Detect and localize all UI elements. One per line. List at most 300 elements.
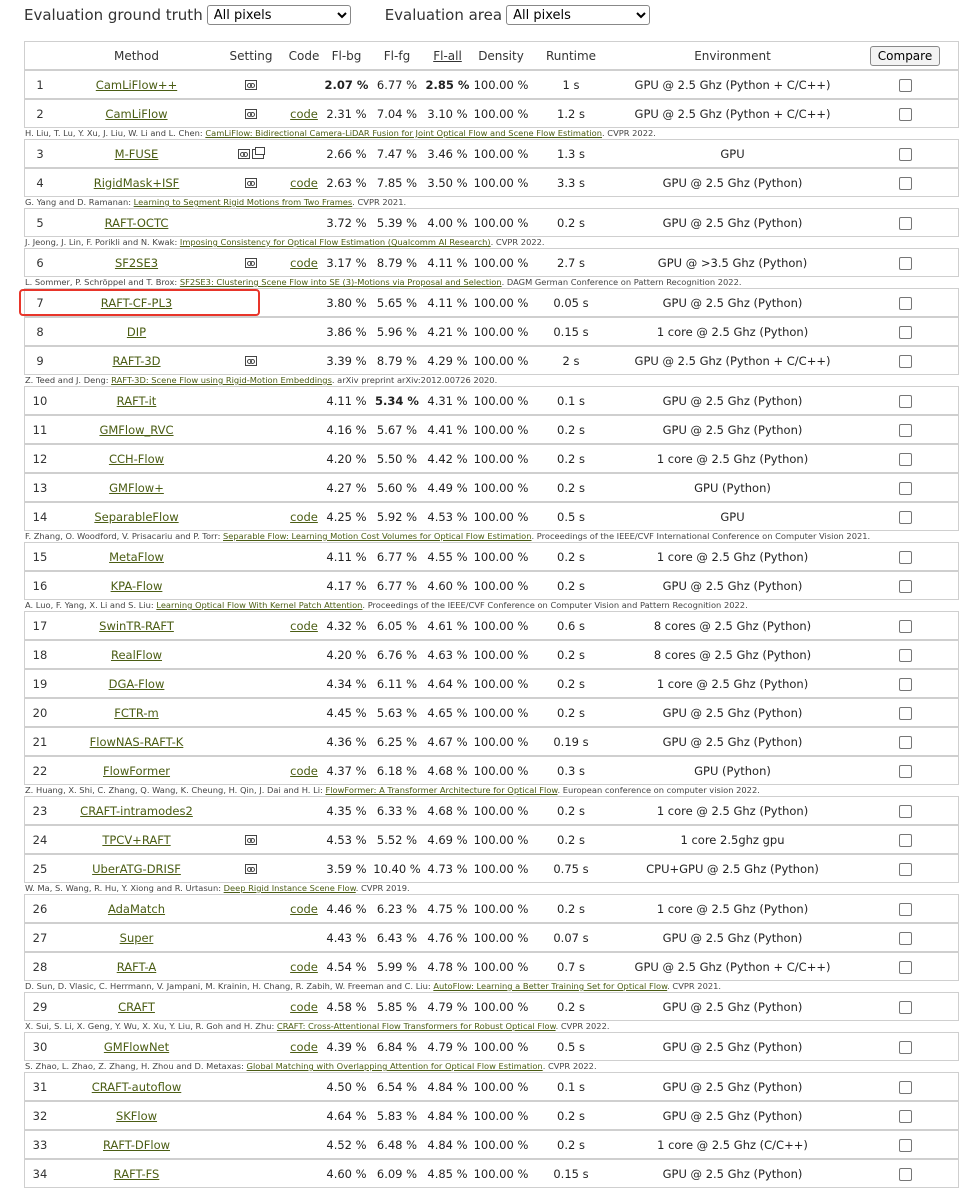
environment-cell: GPU @ 2.5 Ghz (Python) (662, 734, 803, 749)
code-cell (284, 1000, 324, 1014)
compare-checkbox[interactable] (899, 1168, 912, 1181)
header-method: Method (113, 48, 159, 63)
reference-title-link[interactable]: CRAFT: Cross-Attentional Flow Transformers for Robust Optical Flow (276, 1021, 556, 1031)
method-cell (55, 216, 218, 230)
table-row (24, 1101, 959, 1130)
runtime-cell: 0.5 s (557, 1039, 585, 1054)
method-link[interactable]: RAFT-A (116, 959, 157, 974)
stereo-setting-icon (245, 178, 257, 188)
compare-cell (855, 216, 955, 230)
fl-fg-cell: 6.23 % (376, 901, 418, 916)
runtime-cell: 0.2 s (557, 999, 585, 1014)
code-link[interactable]: code (290, 959, 318, 974)
table-row (24, 669, 959, 698)
rank-cell: 3 (36, 146, 44, 161)
compare-checkbox[interactable] (899, 297, 912, 310)
code-link[interactable]: code (290, 509, 318, 524)
fl-fg-cell: 6.54 % (376, 1079, 418, 1094)
reference-title-link[interactable]: Learning to Segment Rigid Motions from Two Frames (133, 197, 353, 207)
environment-cell: GPU @ 2.5 Ghz (Python) (662, 999, 803, 1014)
method-link[interactable]: AdaMatch (107, 901, 166, 916)
reference-venue: . arXiv preprint arXiv:2012.00726 2020. (331, 375, 498, 385)
compare-checkbox[interactable] (899, 834, 912, 847)
fl-bg-cell: 4.37 % (326, 763, 367, 778)
fl-all-cell: 4.67 % (427, 734, 468, 749)
code-link[interactable]: code (290, 106, 318, 121)
reference-line (24, 237, 959, 248)
method-link[interactable]: DIP (126, 324, 147, 339)
runtime-cell: 0.2 s (557, 705, 585, 720)
density-cell: 100.00 % (473, 422, 529, 437)
environment-cell: GPU @ 2.5 Ghz (Python) (662, 215, 803, 230)
environment-cell: GPU @ 2.5 Ghz (Python + C/C++) (634, 106, 831, 121)
method-cell (55, 1138, 218, 1152)
method-link[interactable]: SKFlow (115, 1108, 158, 1123)
fl-bg-cell: 4.35 % (326, 803, 367, 818)
compare-cell (855, 481, 955, 495)
runtime-cell: 0.2 s (557, 578, 585, 593)
reference-authors: Z. Teed and J. Deng: (25, 375, 112, 385)
rank-cell: 22 (32, 763, 48, 778)
method-cell (55, 764, 218, 778)
runtime-cell: 0.2 s (557, 803, 585, 818)
compare-checkbox[interactable] (899, 736, 912, 749)
compare-checkbox[interactable] (899, 511, 912, 524)
code-link[interactable]: code (290, 999, 318, 1014)
reference-authors: L. Sommer, P. Schröppel and T. Brox: (25, 277, 180, 287)
fl-all-cell: 4.75 % (427, 901, 468, 916)
environment-cell: 1 core @ 2.5 Ghz (Python) (656, 451, 809, 466)
header-compare (855, 46, 955, 66)
compare-checkbox[interactable] (899, 1139, 912, 1152)
reference-venue: . CVPR 2022. (490, 237, 545, 247)
fl-bg-cell: 2.63 % (326, 175, 367, 190)
table-row (24, 698, 959, 727)
fl-fg-cell: 5.60 % (376, 480, 418, 495)
table-row (24, 1159, 959, 1188)
fl-bg-cell: 3.59 % (326, 861, 367, 876)
rank-cell: 23 (32, 803, 48, 818)
reference-authors: J. Jeong, J. Lin, F. Porikli and N. Kwak: (25, 237, 180, 247)
fl-all-cell: 4.65 % (427, 705, 468, 720)
method-link[interactable]: GMFlow+ (109, 480, 164, 495)
code-link[interactable]: code (290, 255, 318, 270)
compare-checkbox[interactable] (899, 805, 912, 818)
stereo-setting-icon (245, 80, 257, 90)
method-link[interactable]: SwinTR-RAFT (99, 618, 174, 633)
fl-all-cell: 2.85 % (425, 77, 470, 92)
compare-checkbox[interactable] (899, 765, 912, 778)
method-link[interactable]: RAFT-CF-PL3 (100, 295, 173, 310)
method-link[interactable]: KPA-Flow (110, 578, 163, 593)
fl-all-cell: 4.11 % (427, 295, 468, 310)
rank-cell: 32 (32, 1108, 48, 1123)
compare-checkbox[interactable] (899, 707, 912, 720)
compare-checkbox[interactable] (899, 1041, 912, 1054)
fl-fg-cell: 5.67 % (376, 422, 418, 437)
method-link[interactable]: UberATG-DRISF (92, 861, 181, 876)
fl-bg-cell: 4.11 % (326, 393, 367, 408)
density-cell: 100.00 % (473, 295, 529, 310)
fl-bg-cell: 4.25 % (326, 509, 367, 524)
compare-cell (855, 423, 955, 437)
fl-bg-cell: 4.34 % (326, 676, 367, 691)
header-fl-all[interactable]: Fl-all (433, 48, 462, 63)
reference-authors: H. Liu, T. Lu, Y. Xu, J. Liu, W. Li and L. Chen: (25, 128, 206, 138)
table-row (24, 854, 959, 883)
table-row (24, 952, 959, 981)
environment-cell: 1 core @ 2.5 Ghz (C/C++) (657, 1137, 808, 1152)
environment-cell: GPU @ 2.5 Ghz (Python) (662, 705, 803, 720)
reference-venue: . CVPR 2022. (555, 1021, 610, 1031)
setting-cell (218, 354, 284, 368)
density-cell: 100.00 % (473, 1108, 529, 1123)
reference-authors: S. Zhao, L. Zhao, Z. Zhang, H. Zhou and D. Metaxas: (25, 1061, 247, 1071)
reference-line (24, 600, 959, 611)
method-cell (55, 78, 218, 92)
fl-fg-cell: 7.85 % (376, 175, 418, 190)
method-cell (55, 325, 218, 339)
reference-authors: X. Sui, S. Li, X. Geng, Y. Wu, X. Xu, Y. Liu, R. Goh and H. Zhu: (25, 1021, 277, 1031)
compare-checkbox[interactable] (899, 863, 912, 876)
method-link[interactable]: SF2SE3 (114, 255, 159, 270)
reference-title-link[interactable]: Separable Flow: Learning Motion Cost Volumes for Optical Flow Estimation (223, 531, 532, 541)
ground-truth-select[interactable] (207, 5, 351, 25)
density-cell: 100.00 % (473, 705, 529, 720)
header-fl-bg[interactable]: Fl-bg (331, 48, 362, 63)
compare-checkbox[interactable] (899, 1110, 912, 1123)
density-cell: 100.00 % (473, 106, 529, 121)
fl-bg-cell: 4.39 % (326, 1039, 367, 1054)
rank-cell: 8 (36, 324, 44, 339)
table-row (24, 168, 959, 197)
code-link[interactable]: code (290, 901, 318, 916)
code-cell (284, 619, 324, 633)
method-link[interactable]: SeparableFlow (94, 509, 179, 524)
runtime-cell: 0.2 s (557, 215, 585, 230)
compare-checkbox[interactable] (899, 1001, 912, 1014)
fl-all-cell: 4.55 % (427, 549, 468, 564)
fl-fg-cell: 10.40 % (373, 861, 421, 876)
compare-cell (855, 1109, 955, 1123)
compare-checkbox[interactable] (899, 355, 912, 368)
rank-cell: 9 (36, 353, 44, 368)
environment-cell: GPU (720, 509, 745, 524)
density-cell: 100.00 % (473, 734, 529, 749)
fl-bg-cell: 2.07 % (324, 77, 369, 92)
rank-cell: 33 (32, 1137, 48, 1152)
compare-checkbox[interactable] (899, 580, 912, 593)
fl-bg-cell: 4.36 % (326, 734, 367, 749)
method-link[interactable]: CamLiFlow++ (95, 77, 178, 92)
code-link[interactable]: code (290, 1039, 318, 1054)
table-row (24, 415, 959, 444)
compare-cell (855, 394, 955, 408)
table-row (24, 923, 959, 952)
compare-checkbox[interactable] (899, 257, 912, 270)
results-table (24, 41, 959, 1188)
setting-cell (218, 107, 284, 121)
environment-cell: GPU @ 2.5 Ghz (Python) (662, 422, 803, 437)
reference-title-link[interactable]: CamLiFlow: Bidirectional Camera-LiDAR Fusion for Joint Optical Flow and Scene Flow Estimation (205, 128, 602, 138)
reference-authors: D. Sun, D. Vlasic, C. Herrmann, V. Jampani, M. Krainin, H. Chang, R. Zabih, W. Freeman and C. Liu: (25, 981, 434, 991)
fl-all-cell: 4.41 % (427, 422, 468, 437)
evaluation-area-select[interactable] (506, 5, 650, 25)
method-link[interactable]: GMFlowNet (103, 1039, 170, 1054)
method-link[interactable]: Super (119, 930, 154, 945)
compare-checkbox[interactable] (899, 1081, 912, 1094)
code-cell (284, 764, 324, 778)
rank-cell: 27 (32, 930, 48, 945)
table-row (24, 1072, 959, 1101)
compare-checkbox[interactable] (899, 177, 912, 190)
fl-bg-cell: 2.31 % (326, 106, 367, 121)
compare-cell (855, 256, 955, 270)
compare-checkbox[interactable] (899, 620, 912, 633)
compare-cell (855, 1000, 955, 1014)
table-header-row (24, 41, 959, 70)
header-fl-fg[interactable]: Fl-fg (383, 48, 411, 63)
rank-cell: 25 (32, 861, 48, 876)
method-link[interactable]: TPCV+RAFT (102, 832, 171, 847)
runtime-cell: 0.2 s (557, 480, 585, 495)
fl-bg-cell: 4.60 % (326, 1166, 367, 1181)
compare-checkbox[interactable] (899, 961, 912, 974)
compare-checkbox[interactable] (899, 482, 912, 495)
rank-cell: 15 (32, 549, 48, 564)
reference-line (24, 128, 959, 139)
table-row (24, 825, 959, 854)
runtime-cell: 0.2 s (557, 676, 585, 691)
fl-all-cell: 4.11 % (427, 255, 468, 270)
table-body (24, 70, 959, 1188)
fl-all-cell: 4.00 % (427, 215, 468, 230)
rank-cell: 24 (32, 832, 48, 847)
compare-checkbox[interactable] (899, 108, 912, 121)
fl-bg-cell: 4.53 % (326, 832, 367, 847)
reference-line (24, 277, 959, 288)
fl-bg-cell: 4.54 % (326, 959, 367, 974)
setting-cell (218, 176, 284, 190)
method-link[interactable]: RAFT-OCTC (104, 215, 169, 230)
method-link[interactable]: RAFT-it (116, 393, 157, 408)
fl-fg-cell: 5.99 % (376, 959, 418, 974)
fl-all-cell: 4.68 % (427, 803, 468, 818)
environment-cell: 1 core @ 2.5 Ghz (Python) (656, 324, 809, 339)
method-link[interactable]: CamLiFlow (105, 106, 168, 121)
method-cell (55, 804, 218, 818)
method-cell (55, 706, 218, 720)
compare-cell (855, 452, 955, 466)
method-cell (55, 862, 218, 876)
reference-title-link[interactable]: SF2SE3: Clustering Scene Flow into SE (3)-Motions via Proposal and Selection (179, 277, 502, 287)
density-cell: 100.00 % (473, 618, 529, 633)
fl-all-cell: 4.49 % (427, 480, 468, 495)
compare-cell (855, 1138, 955, 1152)
runtime-cell: 0.15 s (553, 324, 589, 339)
method-link[interactable]: RealFlow (110, 647, 163, 662)
compare-cell (855, 804, 955, 818)
rank-cell: 21 (32, 734, 48, 749)
density-cell: 100.00 % (473, 353, 529, 368)
method-link[interactable]: DGA-Flow (108, 676, 165, 691)
fl-bg-cell: 4.32 % (326, 618, 367, 633)
code-cell (284, 902, 324, 916)
environment-cell: GPU @ 2.5 Ghz (Python) (662, 578, 803, 593)
environment-cell: GPU @ 2.5 Ghz (Python) (662, 295, 803, 310)
fl-all-cell: 4.84 % (427, 1137, 468, 1152)
method-cell (55, 550, 218, 564)
fl-bg-cell: 4.52 % (326, 1137, 367, 1152)
header-environment: Environment (694, 48, 771, 63)
rank-cell: 6 (36, 255, 44, 270)
method-cell (55, 902, 218, 916)
fl-all-cell: 4.63 % (427, 647, 468, 662)
fl-all-cell: 4.31 % (427, 393, 468, 408)
density-cell: 100.00 % (473, 999, 529, 1014)
stereo-setting-icon (245, 258, 257, 268)
compare-checkbox[interactable] (899, 903, 912, 916)
method-cell (55, 677, 218, 691)
environment-cell: 1 core @ 2.5 Ghz (Python) (656, 803, 809, 818)
environment-cell: GPU @ >3.5 Ghz (Python) (657, 255, 808, 270)
fl-all-cell: 4.68 % (427, 763, 468, 778)
fl-fg-cell: 5.34 % (375, 393, 419, 408)
fl-fg-cell: 5.65 % (376, 295, 418, 310)
fl-bg-cell: 3.17 % (326, 255, 367, 270)
environment-cell: GPU @ 2.5 Ghz (Python + C/C++) (634, 77, 831, 92)
method-link[interactable]: CRAFT-autoflow (91, 1079, 182, 1094)
reference-title-link[interactable]: Deep Rigid Instance Scene Flow (223, 883, 356, 893)
table-row (24, 640, 959, 669)
fl-fg-cell: 7.47 % (376, 146, 418, 161)
table-row (24, 756, 959, 785)
method-link[interactable]: RAFT-FS (113, 1166, 160, 1181)
fl-fg-cell: 6.76 % (376, 647, 418, 662)
compare-checkbox[interactable] (899, 649, 912, 662)
table-row (24, 1032, 959, 1061)
environment-cell: GPU @ 2.5 Ghz (Python) (662, 930, 803, 945)
table-row (24, 386, 959, 415)
compare-checkbox[interactable] (899, 326, 912, 339)
rank-cell: 20 (32, 705, 48, 720)
runtime-cell: 1 s (562, 77, 580, 92)
rank-cell: 18 (32, 647, 48, 662)
code-cell (284, 176, 324, 190)
runtime-cell: 0.5 s (557, 509, 585, 524)
reference-venue: . CVPR 2022. (542, 1061, 597, 1071)
reference-title-link[interactable]: RAFT-3D: Scene Flow using Rigid-Motion Embeddings (111, 375, 332, 385)
fl-fg-cell: 6.33 % (376, 803, 418, 818)
fl-bg-cell: 4.46 % (326, 901, 367, 916)
density-cell: 100.00 % (473, 901, 529, 916)
compare-checkbox[interactable] (899, 551, 912, 564)
code-link[interactable]: code (290, 618, 318, 633)
reference-venue: . DAGM German Conference on Pattern Recognition 2022. (501, 277, 742, 287)
code-cell (284, 960, 324, 974)
fl-bg-cell: 4.17 % (326, 578, 367, 593)
table-row (24, 317, 959, 346)
fl-fg-cell: 6.84 % (376, 1039, 418, 1054)
reference-title-link[interactable]: FlowFormer: A Transformer Architecture for Optical Flow (325, 785, 558, 795)
reference-title-link[interactable]: Global Matching with Overlapping Attention for Optical Flow Estimation (246, 1061, 543, 1071)
runtime-cell: 0.2 s (557, 647, 585, 662)
compare-checkbox[interactable] (899, 424, 912, 437)
reference-line (24, 197, 959, 208)
rank-cell: 30 (32, 1039, 48, 1054)
fl-fg-cell: 5.85 % (376, 999, 418, 1014)
density-cell: 100.00 % (473, 676, 529, 691)
density-cell: 100.00 % (473, 1166, 529, 1181)
code-link[interactable]: code (290, 763, 318, 778)
compare-cell (855, 619, 955, 633)
runtime-cell: 0.2 s (557, 549, 585, 564)
environment-cell: 1 core @ 2.5 Ghz (Python) (656, 676, 809, 691)
compare-checkbox[interactable] (899, 395, 912, 408)
method-link[interactable]: MetaFlow (109, 549, 164, 564)
table-row (24, 208, 959, 237)
runtime-cell: 0.2 s (557, 1108, 585, 1123)
compare-checkbox[interactable] (899, 453, 912, 466)
method-cell (55, 579, 218, 593)
rank-cell: 16 (32, 578, 48, 593)
code-link[interactable]: code (290, 175, 318, 190)
compare-checkbox[interactable] (899, 932, 912, 945)
method-link[interactable]: RigidMask+ISF (93, 175, 180, 190)
reference-authors: F. Zhang, O. Woodford, V. Prisacariu and P. Torr: (25, 531, 223, 541)
fl-all-cell: 4.69 % (427, 832, 468, 847)
reference-title-link[interactable]: Learning Optical Flow With Kernel Patch Attention (156, 600, 363, 610)
compare-cell (855, 176, 955, 190)
runtime-cell: 0.2 s (557, 1137, 585, 1152)
method-link[interactable]: RAFT-3D (112, 353, 161, 368)
density-cell: 100.00 % (473, 1079, 529, 1094)
reference-title-link[interactable]: Imposing Consistency for Optical Flow Estimation (Qualcomm AI Research) (179, 237, 491, 247)
compare-button[interactable]: Compare (870, 46, 940, 66)
method-link[interactable]: FCTR-m (114, 705, 159, 720)
compare-checkbox[interactable] (899, 678, 912, 691)
reference-title-link[interactable]: AutoFlow: Learning a Better Training Set for Optical Flow (433, 981, 668, 991)
fl-all-cell: 4.60 % (427, 578, 468, 593)
compare-checkbox[interactable] (899, 148, 912, 161)
method-link[interactable]: CRAFT (118, 999, 155, 1014)
density-cell: 100.00 % (473, 832, 529, 847)
method-link[interactable]: FlowNAS-RAFT-K (89, 734, 184, 749)
compare-checkbox[interactable] (899, 79, 912, 92)
density-cell: 100.00 % (473, 451, 529, 466)
method-link[interactable]: GMFlow_RVC (99, 422, 174, 437)
fl-all-cell: 4.53 % (427, 509, 468, 524)
fl-bg-cell: 4.20 % (326, 451, 367, 466)
method-link[interactable]: RAFT-DFlow (102, 1137, 171, 1152)
rank-cell: 31 (32, 1079, 48, 1094)
table-row (24, 139, 959, 168)
runtime-cell: 0.05 s (553, 295, 589, 310)
fl-all-cell: 3.10 % (427, 106, 468, 121)
method-link[interactable]: FlowFormer (102, 763, 171, 778)
reference-line (24, 1021, 959, 1032)
method-link[interactable]: CCH-Flow (108, 451, 165, 466)
compare-cell (855, 706, 955, 720)
compare-checkbox[interactable] (899, 217, 912, 230)
method-link[interactable]: M-FUSE (114, 146, 159, 161)
method-cell (55, 354, 218, 368)
evaluation-area-label: Evaluation area (384, 6, 503, 24)
method-link[interactable]: CRAFT-intramodes2 (80, 803, 193, 818)
header-density: Density (478, 48, 524, 63)
table-row (24, 727, 959, 756)
fl-fg-cell: 6.09 % (376, 1166, 418, 1181)
